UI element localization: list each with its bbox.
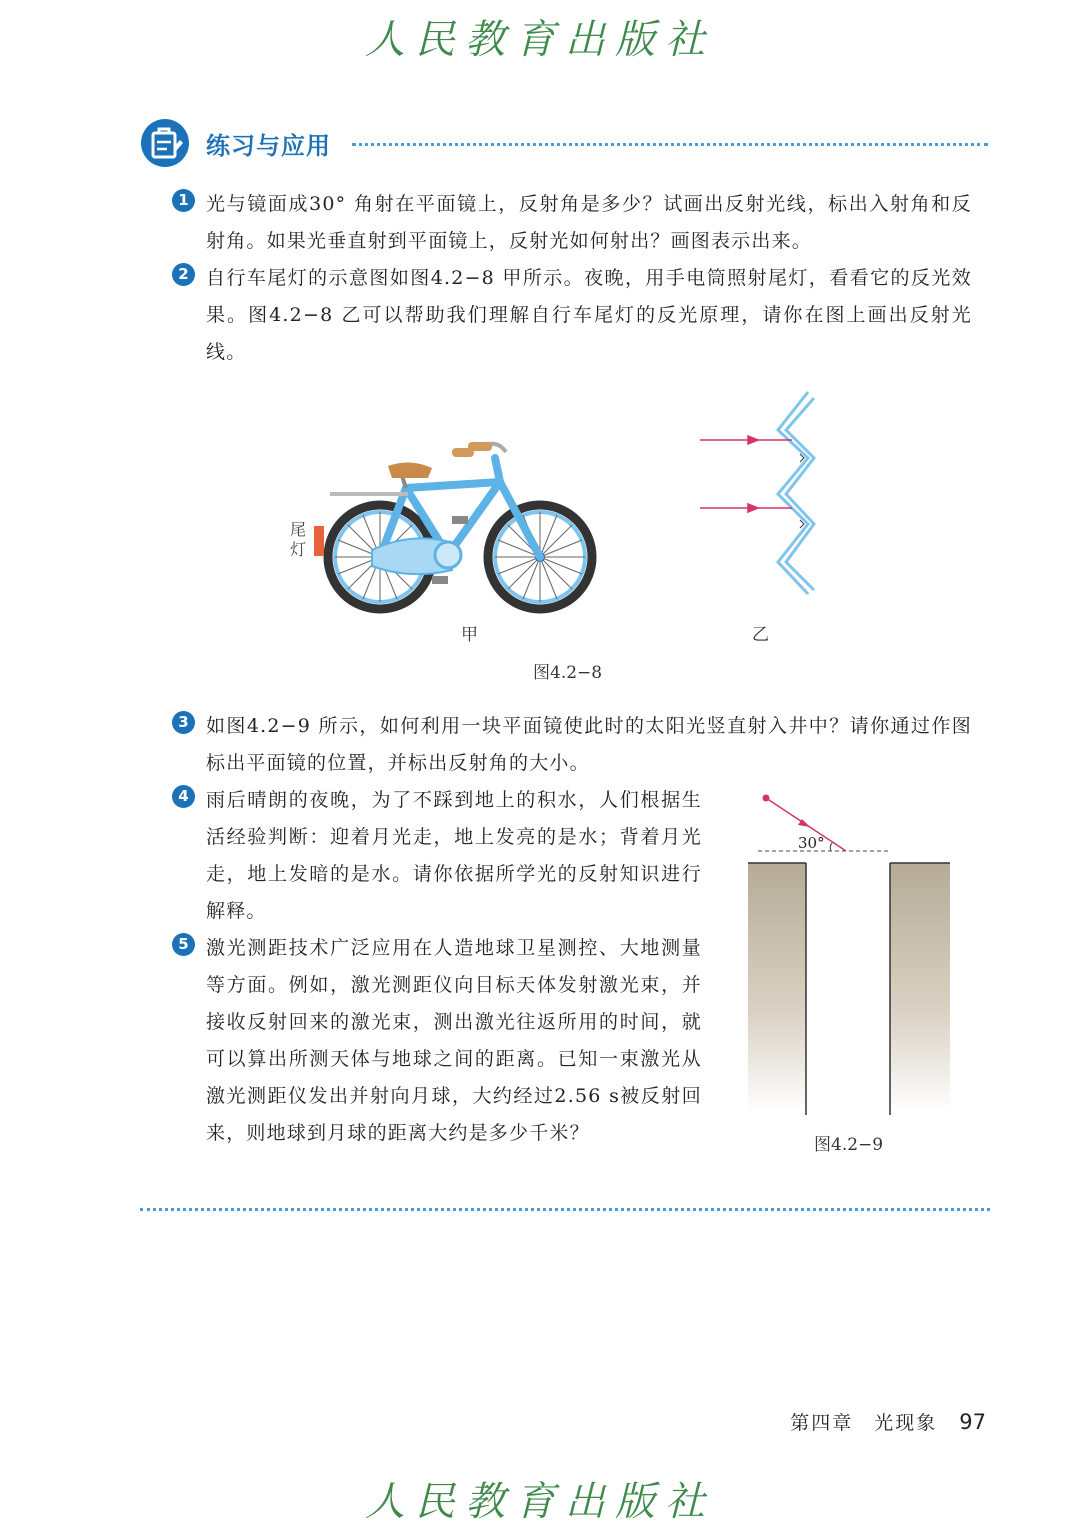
question-2 [172, 260, 972, 371]
figure-sub-b: 乙 [752, 625, 769, 645]
question-number: 3 [172, 711, 195, 734]
question-3 [172, 708, 972, 782]
chapter-title: 第四章 光现象 [790, 1412, 938, 1434]
publisher-header: 人民教育出版社 [365, 17, 715, 63]
section-end-divider [140, 1208, 990, 1211]
figure-sub-a: 甲 [461, 625, 478, 645]
question-1 [172, 186, 972, 260]
angle-label: 30° [798, 834, 825, 852]
question-number: 1 [172, 189, 195, 212]
bike-seat [388, 462, 432, 478]
well-wall-right [890, 863, 950, 1113]
question-text: 如图4.2−9 所示，如何利用一块平面镜使此时的太阳光竖直射入井中？请你通过作图标出平面镜的位置，并标出反射角的大小。 [206, 715, 972, 774]
publisher-footer: 人民教育出版社 [365, 1479, 715, 1525]
tail-light [314, 526, 324, 556]
question-text: 光与镜面成30° 角射在平面镜上，反射角是多少？试画出反射光线，标出入射角和反射角。如果光垂直射到平面镜上，反射光如何射出？画图表示出来。 [206, 193, 972, 252]
well-diagram [740, 785, 955, 1120]
sun-point [763, 795, 770, 802]
question-5 [172, 930, 702, 1152]
page-footer [790, 1408, 986, 1435]
question-text: 自行车尾灯的示意图如图4.2−8 甲所示。夜晚，用手电筒照射尾灯，看看它的反光效果。图4.2−8 乙可以帮助我们理解自行车尾灯的反光原理，请你在图上画出反射光线。 [206, 267, 972, 363]
tail-light-label: 尾灯 [290, 520, 307, 559]
bicycle-illustration [300, 430, 600, 620]
reflector-diagram [700, 386, 820, 600]
question-4 [172, 782, 702, 930]
section-divider [352, 143, 988, 146]
question-text: 雨后晴朗的夜晚，为了不踩到地上的积水，人们根据生活经验判断：迎着月光走，地上发亮的是水；背着月光走，地上发暗的是水。请你依据所学光的反射知识进行解释。 [206, 789, 702, 922]
question-number: 5 [172, 933, 195, 956]
question-number: 4 [172, 785, 195, 808]
question-text: 激光测距技术广泛应用在人造地球卫星测控、大地测量等方面。例如，激光测距仪向目标天体发射激光束，并接收反射回来的激光束，测出激光往返所用的时间，就可以算出所测天体与地球之间的距离。已知一束激光从激光测距仪发出并射向月球，大约经过2.56 s被反射回来，则地球到月球的距离大约是多少千米？ [206, 937, 702, 1144]
incident-rays [700, 436, 792, 512]
figure-4-2-8-caption: 图4.2−8 [533, 663, 603, 683]
page-number: 97 [959, 1410, 986, 1434]
section-title: 练习与应用 [206, 132, 331, 160]
question-number: 2 [172, 263, 195, 286]
section-header [140, 118, 990, 172]
well-wall-left [748, 863, 806, 1113]
exercise-icon [140, 118, 190, 168]
figure-4-2-9-caption: 图4.2−9 [814, 1135, 884, 1155]
